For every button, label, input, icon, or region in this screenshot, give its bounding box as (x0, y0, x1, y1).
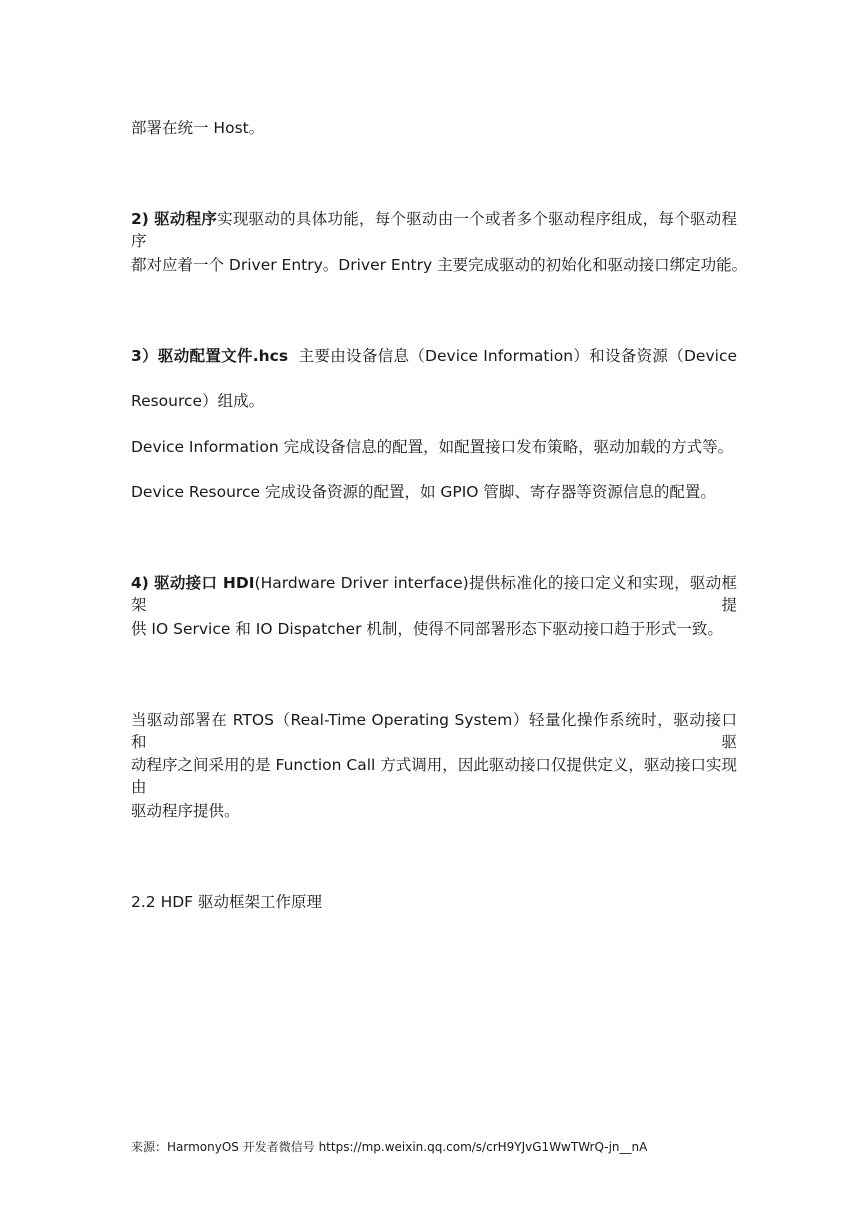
paragraph-2-number: 2) (131, 210, 149, 228)
device-resource-text: Device Resource 完成设备资源的配置，如 GPIO 管脚、寄存器等资源信息的配置。 (131, 483, 716, 501)
paragraph-3-text: 主要由设备信息（Device Information）和设备资源（Device (298, 347, 738, 365)
paragraph-5-line-1 (131, 709, 737, 753)
paragraph-5-line-2 (131, 754, 737, 798)
paragraph-2-line-1 (131, 208, 737, 252)
source-account: 开发者微信号 (238, 1140, 319, 1154)
paragraph-3-line-2 (131, 390, 737, 412)
source-author: HarmonyOS (167, 1140, 239, 1154)
paragraph-4-text: (Hardware Driver interface)提供标准化的接口定义和实现，驱动框架提 (131, 574, 737, 614)
text-line (131, 117, 737, 139)
section-heading (131, 891, 737, 913)
paragraph-2-text-2: 都对应着一个 Driver Entry。Driver Entry 主要完成驱动的初始化和驱动接口绑定功能。 (131, 256, 748, 274)
source-label: 来源： (131, 1140, 168, 1154)
paragraph-2-text: 实现驱动的具体功能，每个驱动由一个或者多个驱动程序组成，每个驱动程序 (131, 210, 737, 250)
paragraph-1-tail: 部署在统一 Host。 (131, 119, 265, 137)
paragraph-4-text-2: 供 IO Service 和 IO Dispatcher 机制，使得不同部署形态下驱动接口趋于形式一致。 (131, 620, 723, 638)
paragraph-4-line-2 (131, 618, 737, 640)
paragraph-3-text-2: Resource）组成。 (131, 392, 265, 410)
paragraph-5-line-3 (131, 800, 737, 822)
section-heading-text: 2.2 HDF 驱动框架工作原理 (131, 893, 323, 911)
paragraph-4-title: 驱动接口 HDI (154, 574, 255, 592)
source-url[interactable]: https://mp.weixin.qq.com/s/crH9YJvG1WwTWrQ-jn__nA (318, 1140, 648, 1154)
paragraph-4-number: 4) (131, 574, 149, 592)
device-information-text: Device Information 完成设备信息的配置，如配置接口发布策略，驱动加载的方式等。 (131, 438, 734, 456)
paragraph-5-text-3: 驱动程序提供。 (131, 802, 240, 820)
paragraph-3-line-1 (131, 345, 737, 367)
paragraph-3-line-3 (131, 436, 737, 458)
paragraph-5-text-2: 动程序之间采用的是 Function Call 方式调用，因此驱动接口仅提供定义，驱动接口实现由 (131, 756, 737, 796)
paragraph-3-line-4 (131, 481, 737, 503)
paragraph-5-text-1: 当驱动部署在 RTOS（Real-Time Operating System）轻量化操作系统时，驱动接口和驱 (131, 711, 737, 751)
paragraph-4-line-1 (131, 572, 737, 616)
source-footer (131, 1138, 647, 1156)
paragraph-3-number: 3） (131, 347, 158, 365)
paragraph-3-title: 驱动配置文件.hcs (157, 347, 289, 365)
paragraph-2-line-2 (131, 254, 748, 276)
paragraph-2-title: 驱动程序 (154, 210, 218, 228)
